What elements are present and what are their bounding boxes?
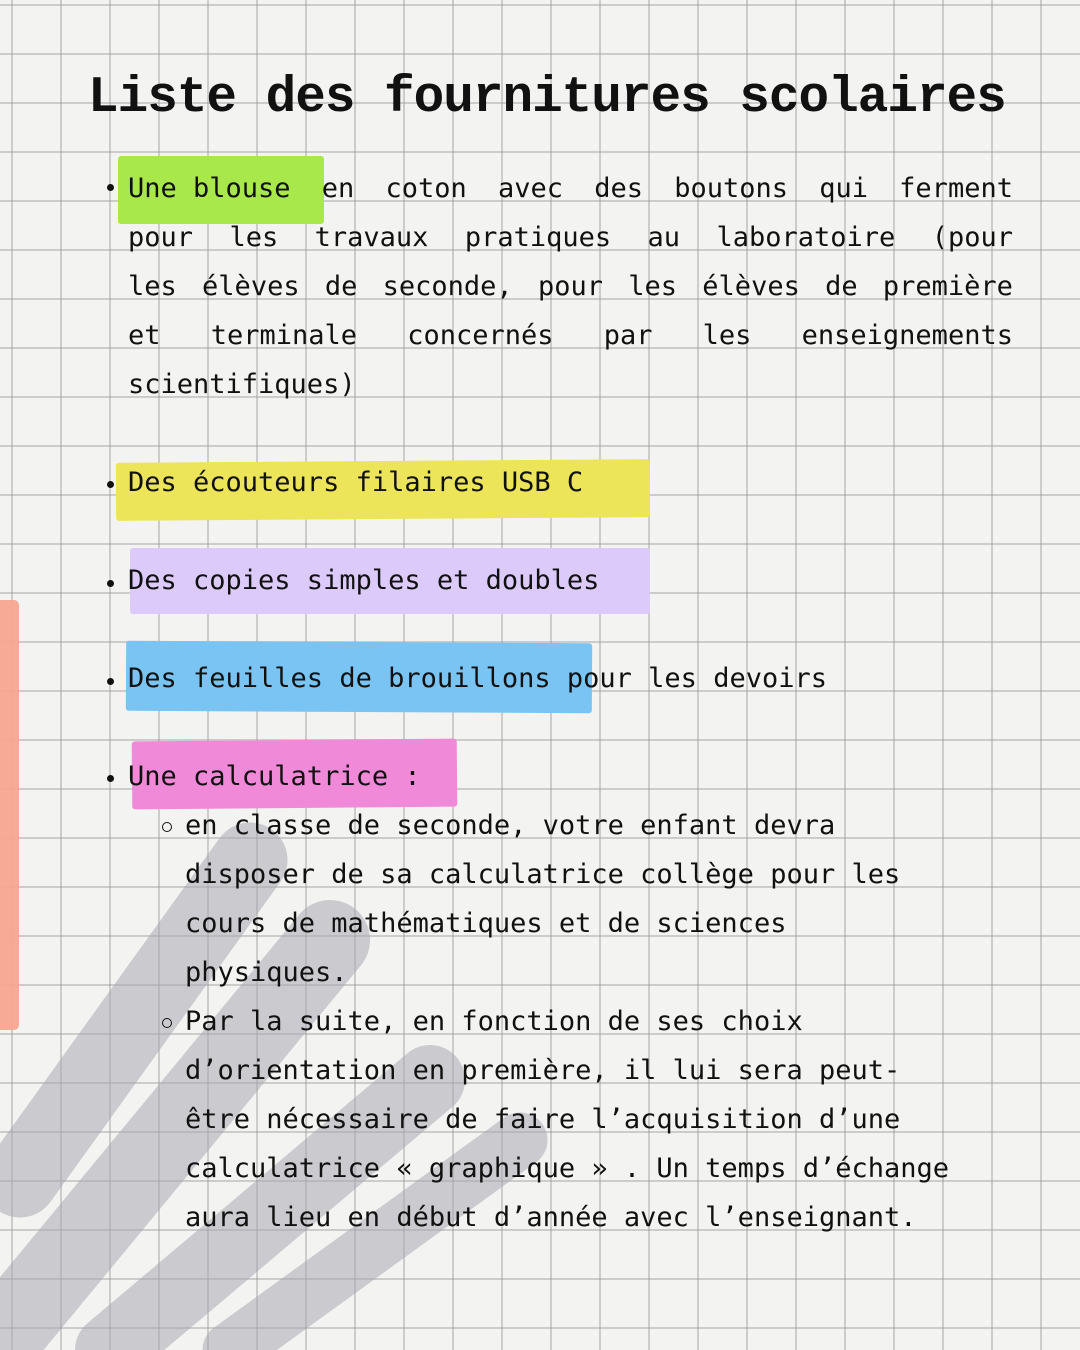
bullet-3 xyxy=(107,580,114,587)
item-word: par xyxy=(603,320,653,351)
item-line xyxy=(128,262,1013,311)
list-item-feuilles xyxy=(128,654,1013,703)
item-word: de xyxy=(825,271,858,302)
item-word: pour xyxy=(537,271,603,302)
item-line xyxy=(128,213,1013,262)
item-word: qui xyxy=(819,173,868,204)
item-text-highlighted: Des feuilles de brouillons xyxy=(128,663,551,694)
sub-item-line: d’orientation en première, il lui sera peut- xyxy=(185,1055,901,1086)
item-word: Une blouse xyxy=(128,173,291,204)
sub-bullet-2 xyxy=(162,1018,172,1028)
item-word: pratiques xyxy=(464,222,612,253)
side-tab xyxy=(0,600,19,1030)
sub-item-suite xyxy=(185,997,1015,1242)
item-text: Une calculatrice : xyxy=(128,761,421,792)
item-word: élèves xyxy=(202,271,300,302)
page-title: Liste des fournitures scolaires xyxy=(88,70,1006,127)
list-item-blouse xyxy=(128,164,1013,409)
item-word: boutons xyxy=(674,173,788,204)
item-word: enseignements xyxy=(801,320,1013,351)
item-word: (pour xyxy=(931,222,1013,253)
item-word: pour xyxy=(128,222,194,253)
item-text xyxy=(128,654,1013,703)
item-word: les xyxy=(702,320,752,351)
sub-item-line: physiques. xyxy=(185,957,348,988)
sub-item-seconde xyxy=(185,801,1015,997)
item-line: scientifiques) xyxy=(128,369,356,400)
item-word: des xyxy=(594,173,643,204)
sub-item-line: calculatrice « graphique » . Un temps d’échange xyxy=(185,1153,950,1184)
bullet-5 xyxy=(107,775,114,782)
item-text: Des écouteurs filaires USB C xyxy=(128,467,584,498)
item-word: les xyxy=(628,271,678,302)
item-word: en xyxy=(321,173,355,204)
item-word: coton xyxy=(385,173,467,204)
sub-item-line: aura lieu en début d’année avec l’enseignant. xyxy=(185,1202,917,1233)
item-word: travaux xyxy=(314,222,429,253)
item-word: première xyxy=(882,271,1013,302)
item-text: Des copies simples et doubles xyxy=(128,565,600,596)
bullet-1 xyxy=(107,184,114,191)
sub-item-line: disposer de sa calculatrice collège pour les xyxy=(185,859,901,890)
item-word: avec xyxy=(497,173,563,204)
item-word: les xyxy=(128,271,177,302)
list-item-copies xyxy=(128,556,1013,605)
sub-item-line: être nécessaire de faire l’acquisition d’une xyxy=(185,1104,901,1135)
item-word: élèves xyxy=(702,271,800,302)
sub-item-line: Par la suite, en fonction de ses choix xyxy=(185,1006,803,1037)
bullet-2 xyxy=(107,481,114,488)
item-word: de xyxy=(324,271,358,302)
item-word: laboratoire xyxy=(716,222,896,253)
item-word: terminale xyxy=(210,320,358,351)
list-item-ecouteurs xyxy=(128,458,1013,507)
bullet-4 xyxy=(107,678,114,685)
item-text-rest: pour les devoirs xyxy=(550,663,827,694)
item-word: ferment xyxy=(899,173,1013,204)
item-line xyxy=(128,164,1013,213)
item-word: les xyxy=(229,222,279,253)
sub-item-line: cours de mathématiques et de sciences xyxy=(185,908,787,939)
sub-item-line: en classe de seconde, votre enfant devra xyxy=(185,810,836,841)
item-word: seconde, xyxy=(382,271,513,302)
item-line xyxy=(128,311,1013,360)
item-word: concernés xyxy=(407,320,554,351)
item-word: et xyxy=(128,320,161,351)
sub-bullet-1 xyxy=(162,822,172,832)
list-item-calculatrice xyxy=(128,752,1013,801)
item-word: au xyxy=(647,222,681,253)
